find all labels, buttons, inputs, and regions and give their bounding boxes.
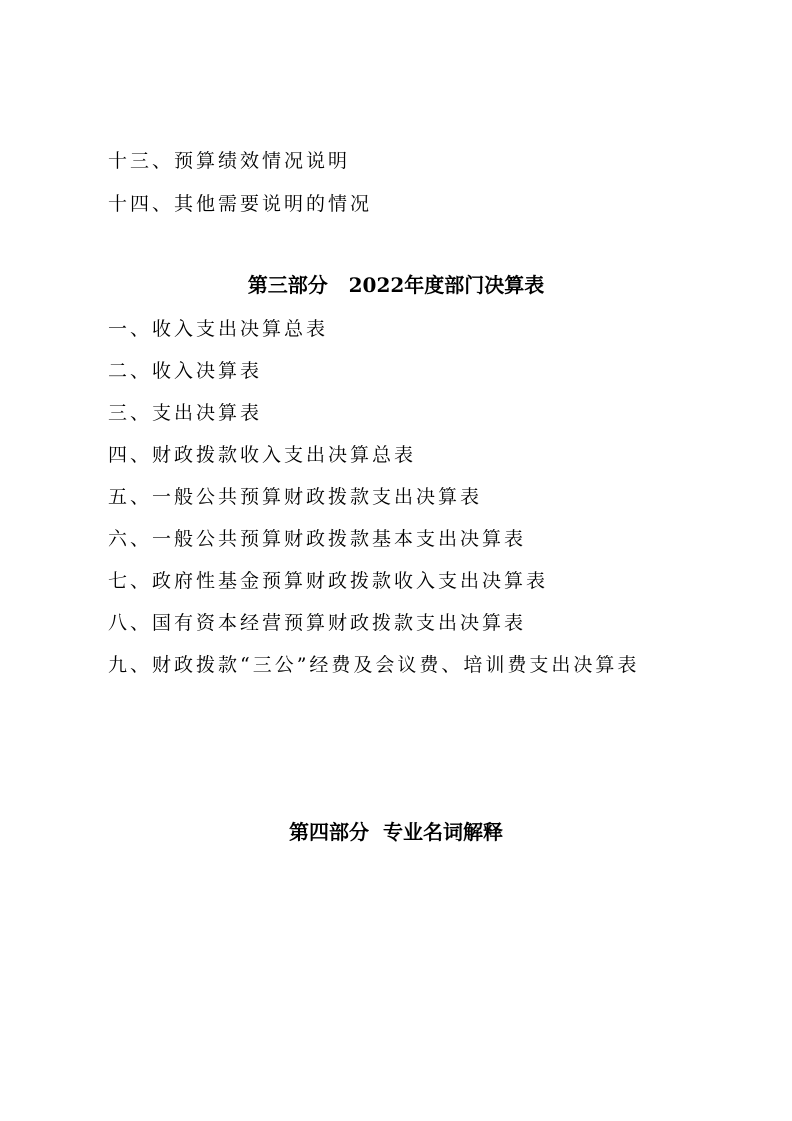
toc-item-part3-9: 九、财政拨款“三公”经费及会议费、培训费支出决算表 bbox=[108, 654, 640, 676]
section-heading-part3: 第三部分 2022年度部门决算表 bbox=[247, 273, 545, 297]
toc-item-14: 十四、其他需要说明的情况 bbox=[108, 193, 373, 215]
toc-item-part3-6: 六、一般公共预算财政拨款基本支出决算表 bbox=[108, 528, 527, 550]
toc-item-part3-5: 五、一般公共预算财政拨款支出决算表 bbox=[108, 486, 483, 508]
toc-item-part3-7: 七、政府性基金预算财政拨款收入支出决算表 bbox=[108, 570, 549, 592]
toc-item-13: 十三、预算绩效情况说明 bbox=[108, 150, 351, 172]
toc-item-part3-8: 八、国有资本经营预算财政拨款支出决算表 bbox=[108, 612, 527, 634]
toc-item-part3-1: 一、收入支出决算总表 bbox=[108, 318, 329, 340]
toc-item-part3-4: 四、财政拨款收入支出决算总表 bbox=[108, 444, 417, 466]
section-heading-part4: 第四部分 专业名词解释 bbox=[289, 820, 503, 844]
toc-item-part3-2: 二、收入决算表 bbox=[108, 360, 263, 382]
toc-item-part3-3: 三、支出决算表 bbox=[108, 402, 263, 424]
